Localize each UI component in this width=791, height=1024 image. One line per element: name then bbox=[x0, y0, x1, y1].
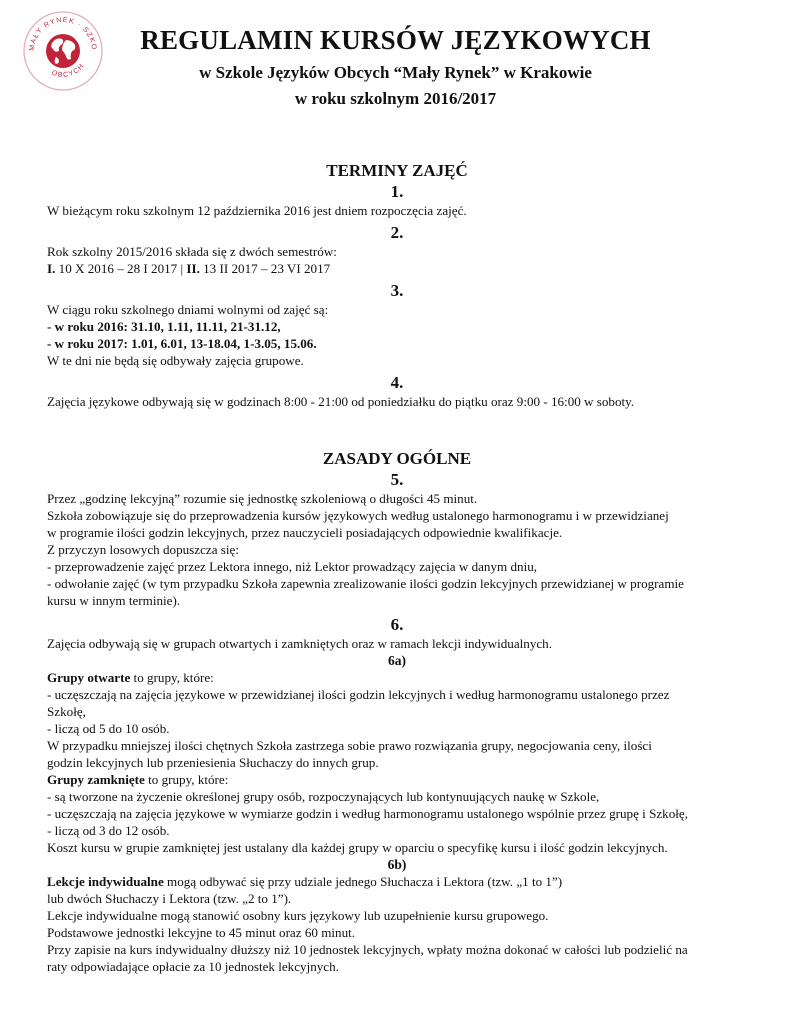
paragraph-text: W bieżącym roku szkolnym 12 października 2016 jest dniem rozpoczęcia zajęć. bbox=[47, 203, 467, 218]
document-title: REGULAMIN KURSÓW JĘZYKOWYCH bbox=[140, 25, 651, 55]
paragraph-text: Koszt kursu w grupie zamkniętej jest ustalany dla każdej grupy w oparciu o specyfikę kursu i ilość godzin lekcyjnych. bbox=[47, 840, 668, 855]
section-heading-zasady: ZASADY OGÓLNE bbox=[322, 449, 472, 468]
document-subtitle: w Szkole Języków Obcych “Mały Rynek” w Krakowie bbox=[199, 63, 592, 82]
section-heading-terminy: TERMINY ZAJĘĆ bbox=[326, 161, 468, 180]
paragraph-text: Podstawowe jednostki lekcyjne to 45 minut oraz 60 minut. bbox=[47, 925, 356, 940]
holidays-2016: - w roku 2016: 31.10, 1.11, 11.11, 21-31.12, bbox=[47, 319, 281, 334]
paragraph-text: mogą odbywać się przy udziale jednego Słuchacza i Lektora (tzw. „1 to 1”) bbox=[163, 874, 563, 889]
paragraph-text: - uczęszczają na zajęcia językowe w przewidzianej ilości godzin lekcyjnych i według harmonogramu ustalonego przez bbox=[47, 687, 670, 702]
document-body bbox=[47, 160, 747, 975]
paragraph-text: - liczą od 3 do 12 osób. bbox=[47, 823, 170, 838]
paragraph-text: W te dni nie będą się odbywały zajęcia grupowe. bbox=[47, 353, 304, 368]
paragraph-text: - są tworzone na życzenie określonej grupy osób, rozpoczynających lub kontynuujących naukę w Szkole, bbox=[47, 789, 600, 804]
paragraph-text: Przez „godzinę lekcyjną” rozumie się jednostkę szkoleniową o długości 45 minut. bbox=[47, 491, 478, 506]
paragraph-text: Szkoła zobowiązuje się do przeprowadzenia kursów językowych według ustalonego harmonogramu i w przewidzianej bbox=[47, 508, 669, 523]
document-subtitle-year: w roku szkolnym 2016/2017 bbox=[294, 89, 497, 108]
paragraph-text: - liczą od 5 do 10 osób. bbox=[47, 721, 170, 736]
paragraph-text: to grupy, które: bbox=[144, 772, 229, 787]
paragraph-text: lub dwóch Słuchaczy i Lektora (tzw. „2 to 1”). bbox=[47, 891, 292, 906]
paragraph-text: W ciągu roku szkolnego dniami wolnymi od zajęć są: bbox=[47, 302, 329, 317]
term-label: Grupy zamknięte bbox=[47, 772, 145, 787]
paragraph-number: 6. bbox=[390, 615, 404, 634]
paragraph-text: Z przyczyn losowych dopuszcza się: bbox=[47, 542, 239, 557]
paragraph-text: raty odpowiadające opłacie za 10 jednostek lekcyjnych. bbox=[47, 959, 339, 974]
subparagraph-number: 6b) bbox=[387, 857, 407, 872]
term-label: Grupy otwarte bbox=[47, 670, 131, 685]
paragraph-number: 1. bbox=[390, 182, 404, 201]
paragraph-text: Zajęcia odbywają się w grupach otwartych i zamkniętych oraz w ramach lekcji indywidualnych. bbox=[47, 636, 553, 651]
paragraph-number: 2. bbox=[390, 223, 404, 242]
paragraph-text: - przeprowadzenie zajęć przez Lektora innego, niż Lektor prowadzący zajęcia w danym dniu, bbox=[47, 559, 538, 574]
paragraph-text: Szkołę, bbox=[47, 704, 86, 719]
paragraph-text: godzin lekcyjnych lub przeniesienia Słuchaczy do innych grup. bbox=[47, 755, 379, 770]
paragraph-number: 4. bbox=[390, 373, 404, 392]
paragraph-text: Rok szkolny 2015/2016 składa się z dwóch semestrów: bbox=[47, 244, 337, 259]
paragraph-text: W przypadku mniejszej ilości chętnych Szkoła zastrzega sobie prawo rozwiązania grupy, negocjowania ceny, ilości bbox=[47, 738, 652, 753]
paragraph-text: - odwołanie zajęć (w tym przypadku Szkoła zapewnia zrealizowanie ilości godzin lekcyjnych przewidzianej w programie bbox=[47, 576, 684, 591]
logo-bottom-text: OBCYCH bbox=[50, 62, 87, 80]
semester-dates: 10 X 2016 – 28 I 2017 | bbox=[55, 261, 187, 276]
term-label: Lekcje indywidualne bbox=[47, 874, 164, 889]
semester-label: II. bbox=[186, 261, 200, 276]
paragraph-text: to grupy, które: bbox=[130, 670, 214, 685]
holidays-2017: - w roku 2017: 1.01, 6.01, 13-18.04, 1-3.05, 15.06. bbox=[47, 336, 317, 351]
semester-label: I. bbox=[47, 261, 56, 276]
semester-line bbox=[47, 260, 747, 277]
paragraph-text: w programie ilości godzin lekcyjnych, przez nauczycieli posiadających odpowiednie kwalifikacje. bbox=[47, 525, 563, 540]
paragraph-text: Lekcje indywidualne mogą stanowić osobny kurs językowy lub uzupełnienie kursu grupowego. bbox=[47, 908, 549, 923]
paragraph-text: kursu w innym terminie). bbox=[47, 593, 181, 608]
paragraph-text: Przy zapisie na kurs indywidualny dłuższy niż 10 jednostek lekcyjnych, wpłaty można dokonać w całości lub podzielić na bbox=[47, 942, 688, 957]
paragraph-text: Zajęcia językowe odbywają się w godzinach 8:00 - 21:00 od poniedziałku do piątku oraz 9:00 - 16:00 w soboty. bbox=[47, 394, 635, 409]
logo-top-text: MAŁY RYNEK · SZKO bbox=[28, 16, 98, 52]
semester-dates: 13 II 2017 – 23 VI 2017 bbox=[199, 261, 331, 276]
paragraph-text: - uczęszczają na zajęcia językowe w wymiarze godzin i według harmonogramu ustalonego wspólnie przez grupę i Szkołę, bbox=[47, 806, 688, 821]
subparagraph-number: 6a) bbox=[388, 653, 406, 668]
paragraph-number: 5. bbox=[390, 470, 404, 489]
document-header bbox=[0, 24, 791, 110]
paragraph-number: 3. bbox=[390, 281, 404, 300]
